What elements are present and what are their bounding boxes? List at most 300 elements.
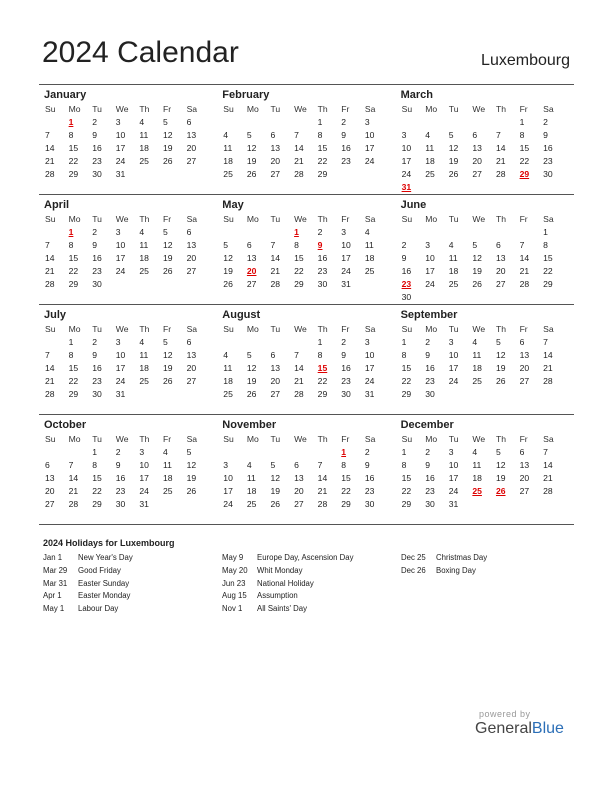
day-cell: 10 xyxy=(448,460,459,470)
holiday-date: Apr 1 xyxy=(43,591,62,601)
day-cell: 25 xyxy=(425,169,435,179)
day-cell: 1 xyxy=(543,227,548,237)
day-cell: 2 xyxy=(317,227,323,237)
day-cell: 20 xyxy=(270,376,281,386)
day-cell: 22 xyxy=(519,156,530,166)
day-cell: 3 xyxy=(115,337,121,347)
day-cell: 14 xyxy=(68,473,79,483)
day-cell: 17 xyxy=(115,363,126,373)
day-cell: 10 xyxy=(115,350,126,360)
month-name: October xyxy=(44,419,87,431)
day-cell: 10 xyxy=(364,130,375,140)
day-cell: 16 xyxy=(92,143,102,153)
holiday-entry xyxy=(43,552,133,565)
day-cell: 7 xyxy=(317,460,323,470)
day-cell: 12 xyxy=(495,460,506,470)
day-cell: 20 xyxy=(270,156,281,166)
day-cell: 4 xyxy=(472,447,478,457)
day-cell: 16 xyxy=(115,473,126,483)
holiday-date: May 9 xyxy=(222,553,244,562)
holiday-entry xyxy=(43,603,133,616)
weekday-header: Fr xyxy=(519,104,528,114)
weekday-header: We xyxy=(294,324,307,334)
day-cell: 18 xyxy=(139,143,149,153)
day-cell: 19 xyxy=(495,363,506,373)
day-cell: 13 xyxy=(495,253,506,263)
day-cell: 1 xyxy=(401,447,407,457)
empty-cell xyxy=(468,226,492,239)
day-cell: 14 xyxy=(45,363,55,373)
day-cell: 29 xyxy=(294,279,304,289)
day-cell: 30 xyxy=(543,169,553,179)
empty-cell xyxy=(41,116,65,129)
day-cell: 12 xyxy=(186,460,197,470)
day-cell: 22 xyxy=(317,156,328,166)
day-cell: 12 xyxy=(270,473,281,483)
day-cell: 2 xyxy=(425,337,430,347)
day-cell: 13 xyxy=(45,473,55,483)
day-cell: 26 xyxy=(186,486,197,496)
day-cell: 24 xyxy=(448,486,459,496)
weekday-header: Fr xyxy=(162,214,172,224)
day-cell: 5 xyxy=(448,130,454,140)
day-cell: 17 xyxy=(448,363,459,373)
day-cell: 3 xyxy=(364,337,370,347)
holidays-title: 2024 Holidays for Luxembourg xyxy=(43,538,175,548)
day-cell: 26 xyxy=(472,279,482,289)
day-cell: 2 xyxy=(341,117,347,127)
day-cell: 14 xyxy=(317,473,328,483)
day-cell: 16 xyxy=(425,363,435,373)
month-december xyxy=(396,415,574,524)
day-cell: 17 xyxy=(115,143,126,153)
holiday-day: 9 xyxy=(317,240,323,250)
day-cell: 19 xyxy=(246,376,257,386)
empty-cell xyxy=(290,446,314,459)
empty-cell xyxy=(243,116,267,129)
day-cell: 20 xyxy=(186,363,197,373)
holiday-date: Nov 1 xyxy=(222,604,243,614)
day-cell: 5 xyxy=(162,117,168,127)
day-cell: 11 xyxy=(472,350,482,360)
day-cell: 13 xyxy=(186,130,197,140)
holiday-day: 1 xyxy=(68,227,74,237)
day-cell: 21 xyxy=(543,363,553,373)
weekday-header: Tu xyxy=(448,104,459,114)
day-cell: 1 xyxy=(401,337,407,347)
day-cell: 23 xyxy=(341,376,351,386)
day-cell: 10 xyxy=(448,350,459,360)
day-cell: 12 xyxy=(495,350,506,360)
day-cell: 10 xyxy=(139,460,149,470)
weekday-header: Th xyxy=(139,434,150,444)
day-cell: 19 xyxy=(448,156,459,166)
day-grid xyxy=(398,433,574,511)
day-cell: 15 xyxy=(317,143,328,153)
day-cell: 9 xyxy=(543,130,548,140)
day-grid xyxy=(398,323,574,401)
day-cell: 13 xyxy=(270,143,281,153)
day-cell: 8 xyxy=(543,240,548,250)
weekday-header: Mo xyxy=(68,434,81,444)
day-cell: 25 xyxy=(364,266,375,276)
day-cell: 20 xyxy=(519,473,530,483)
holiday-entry xyxy=(401,552,487,565)
weekday-header: Fr xyxy=(519,214,528,224)
day-cell: 12 xyxy=(162,350,173,360)
day-cell: 14 xyxy=(519,253,530,263)
day-cell: 22 xyxy=(92,486,102,496)
day-cell: 28 xyxy=(294,169,304,179)
day-cell: 27 xyxy=(186,266,197,276)
holiday-entry xyxy=(43,590,133,603)
day-cell: 30 xyxy=(92,389,102,399)
day-cell: 6 xyxy=(519,447,525,457)
empty-cell xyxy=(41,336,65,349)
empty-cell xyxy=(314,446,338,459)
day-cell: 15 xyxy=(543,253,553,263)
weekday-header: Mo xyxy=(68,104,81,114)
day-cell: 4 xyxy=(223,350,229,360)
day-cell: 22 xyxy=(294,266,304,276)
day-cell: 7 xyxy=(45,130,50,140)
weekday-header: Th xyxy=(139,324,150,334)
day-cell: 26 xyxy=(162,266,173,276)
day-cell: 21 xyxy=(519,266,530,276)
day-cell: 3 xyxy=(448,447,454,457)
day-cell: 11 xyxy=(364,240,374,250)
day-cell: 6 xyxy=(186,337,192,347)
weekday-header: Su xyxy=(223,434,234,444)
weekday-header: Fr xyxy=(162,324,172,334)
empty-cell xyxy=(421,226,445,239)
day-cell: 26 xyxy=(162,156,173,166)
day-cell: 18 xyxy=(448,266,459,276)
holiday-name: Good Friday xyxy=(78,565,121,575)
weekday-header: Tu xyxy=(92,324,102,334)
day-cell: 15 xyxy=(92,473,102,483)
weekday-header: Fr xyxy=(341,214,350,224)
day-cell: 11 xyxy=(223,143,233,153)
day-cell: 22 xyxy=(68,266,79,276)
day-cell: 26 xyxy=(495,376,506,386)
empty-cell xyxy=(219,446,243,459)
month-february xyxy=(217,85,395,194)
holiday-name: Christmas Day xyxy=(436,553,488,562)
weekday-header: Th xyxy=(495,434,506,444)
day-cell: 3 xyxy=(448,337,454,347)
holiday-name: Boxing Day xyxy=(436,565,476,575)
day-cell: 10 xyxy=(223,473,233,483)
day-cell: 20 xyxy=(495,266,506,276)
weekday-header: Tu xyxy=(92,214,102,224)
day-grid xyxy=(41,213,217,291)
day-cell: 28 xyxy=(45,279,55,289)
day-cell: 29 xyxy=(68,389,79,399)
day-grid xyxy=(219,213,395,291)
empty-cell xyxy=(516,226,540,239)
day-cell: 29 xyxy=(401,389,412,399)
day-cell: 27 xyxy=(270,169,281,179)
day-cell: 25 xyxy=(162,486,173,496)
holiday-day: 1 xyxy=(68,117,74,127)
holiday-name: Europe Day, Ascension Day xyxy=(257,553,354,562)
day-cell: 1 xyxy=(317,117,323,127)
brand-blue: Blue xyxy=(531,720,564,737)
day-cell: 7 xyxy=(294,350,299,360)
day-cell: 2 xyxy=(543,117,548,127)
day-cell: 29 xyxy=(68,169,79,179)
day-cell: 14 xyxy=(543,460,553,470)
day-cell: 17 xyxy=(448,473,459,483)
weekday-header: We xyxy=(115,434,129,444)
holiday-date: Dec 26 xyxy=(401,565,426,575)
empty-cell xyxy=(468,116,492,129)
weekday-header: Mo xyxy=(425,324,438,334)
day-cell: 9 xyxy=(425,460,430,470)
day-cell: 5 xyxy=(186,447,192,457)
day-cell: 29 xyxy=(341,499,351,509)
day-cell: 17 xyxy=(425,266,435,276)
day-cell: 16 xyxy=(317,253,328,263)
weekday-header: Sa xyxy=(186,324,198,334)
day-cell: 4 xyxy=(223,130,229,140)
day-cell: 30 xyxy=(317,279,328,289)
day-cell: 31 xyxy=(115,169,126,179)
day-cell: 21 xyxy=(317,486,328,496)
day-cell: 24 xyxy=(364,376,375,386)
month-name: April xyxy=(44,199,70,211)
weekday-header: Sa xyxy=(543,434,554,444)
weekday-header: Mo xyxy=(246,214,259,224)
day-cell: 8 xyxy=(68,240,74,250)
holiday-name: Easter Sunday xyxy=(78,578,130,588)
weekday-header: Su xyxy=(223,324,234,334)
day-cell: 24 xyxy=(448,376,459,386)
day-cell: 16 xyxy=(92,253,102,263)
day-cell: 31 xyxy=(139,499,149,509)
powered-by-text: powered by xyxy=(479,709,531,719)
day-cell: 19 xyxy=(270,486,281,496)
day-cell: 30 xyxy=(401,292,412,302)
day-cell: 11 xyxy=(246,473,256,483)
day-cell: 6 xyxy=(270,350,276,360)
weekday-header: Th xyxy=(495,324,506,334)
weekday-header: Th xyxy=(495,104,506,114)
day-cell: 11 xyxy=(162,460,172,470)
day-cell: 24 xyxy=(223,499,233,509)
day-cell: 13 xyxy=(186,350,197,360)
day-cell: 27 xyxy=(519,376,530,386)
day-cell: 2 xyxy=(92,227,97,237)
holiday-column xyxy=(43,552,133,616)
day-cell: 8 xyxy=(68,130,74,140)
day-cell: 24 xyxy=(115,376,126,386)
day-cell: 1 xyxy=(519,117,525,127)
day-cell: 26 xyxy=(223,279,233,289)
day-cell: 16 xyxy=(543,143,553,153)
day-cell: 10 xyxy=(425,253,435,263)
weekday-header: Su xyxy=(45,434,56,444)
empty-cell xyxy=(41,226,65,239)
weekday-header: Sa xyxy=(364,324,376,334)
day-cell: 18 xyxy=(472,363,482,373)
day-cell: 9 xyxy=(425,350,430,360)
weekday-header: Tu xyxy=(270,214,281,224)
day-cell: 6 xyxy=(294,460,299,470)
holiday-entry xyxy=(222,590,354,603)
day-cell: 13 xyxy=(294,473,304,483)
day-cell: 19 xyxy=(186,473,197,483)
weekday-header: Mo xyxy=(246,104,259,114)
grid-bottom-divider xyxy=(39,524,574,525)
day-cell: 9 xyxy=(341,350,347,360)
day-cell: 10 xyxy=(364,350,375,360)
holiday-date: May 1 xyxy=(43,604,65,614)
day-cell: 28 xyxy=(68,499,79,509)
day-cell: 24 xyxy=(115,156,126,166)
weekday-header: We xyxy=(472,434,486,444)
day-cell: 2 xyxy=(115,447,121,457)
day-cell: 25 xyxy=(472,376,482,386)
day-cell: 3 xyxy=(139,447,145,457)
holiday-column xyxy=(401,552,487,578)
day-grid xyxy=(41,103,217,181)
day-cell: 31 xyxy=(341,279,351,289)
day-cell: 15 xyxy=(294,253,304,263)
holiday-date: Aug 15 xyxy=(222,591,247,601)
weekday-header: We xyxy=(472,104,486,114)
weekday-header: Mo xyxy=(246,434,259,444)
month-name: August xyxy=(222,309,261,321)
holiday-name: National Holiday xyxy=(257,578,314,588)
day-cell: 4 xyxy=(139,227,145,237)
day-cell: 16 xyxy=(92,363,102,373)
day-cell: 17 xyxy=(115,253,126,263)
month-november xyxy=(217,415,395,524)
holiday-name: Whit Monday xyxy=(257,565,303,575)
day-cell: 3 xyxy=(425,240,430,250)
day-cell: 28 xyxy=(317,499,328,509)
day-cell: 28 xyxy=(270,279,281,289)
day-cell: 24 xyxy=(364,156,375,166)
day-cell: 6 xyxy=(186,227,192,237)
day-cell: 6 xyxy=(246,240,252,250)
day-cell: 25 xyxy=(139,266,149,276)
weekday-header: Su xyxy=(45,104,56,114)
empty-cell xyxy=(65,446,89,459)
empty-cell xyxy=(266,446,290,459)
day-cell: 3 xyxy=(223,460,229,470)
brand-logo[interactable] xyxy=(475,720,564,738)
weekday-header: Tu xyxy=(270,104,281,114)
empty-cell xyxy=(219,336,243,349)
day-cell: 6 xyxy=(270,130,276,140)
day-cell: 17 xyxy=(223,486,233,496)
empty-cell xyxy=(243,226,267,239)
page-title: 2024 Calendar xyxy=(42,36,239,69)
day-cell: 12 xyxy=(246,363,257,373)
weekday-header: Sa xyxy=(186,434,198,444)
holiday-day: 1 xyxy=(294,227,299,237)
month-name: November xyxy=(222,419,277,431)
weekday-header: We xyxy=(294,214,307,224)
day-cell: 17 xyxy=(364,143,375,153)
weekday-header: Sa xyxy=(364,434,376,444)
day-cell: 21 xyxy=(294,156,304,166)
weekday-header: Th xyxy=(317,324,328,334)
day-cell: 8 xyxy=(401,350,407,360)
weekday-header: Tu xyxy=(92,104,102,114)
day-cell: 7 xyxy=(543,447,548,457)
day-cell: 4 xyxy=(472,337,478,347)
weekday-header: Mo xyxy=(68,324,81,334)
brand-general: General xyxy=(475,720,532,737)
day-cell: 26 xyxy=(448,169,459,179)
day-cell: 17 xyxy=(364,363,375,373)
day-cell: 3 xyxy=(341,227,347,237)
day-cell: 29 xyxy=(317,389,328,399)
weekday-header: Th xyxy=(317,434,328,444)
day-cell: 14 xyxy=(294,363,304,373)
day-cell: 4 xyxy=(139,117,145,127)
day-cell: 22 xyxy=(68,376,79,386)
day-cell: 5 xyxy=(472,240,478,250)
day-cell: 20 xyxy=(472,156,482,166)
weekday-header: Tu xyxy=(448,324,459,334)
day-cell: 27 xyxy=(495,279,506,289)
day-cell: 10 xyxy=(115,130,126,140)
day-cell: 18 xyxy=(139,363,149,373)
day-cell: 19 xyxy=(495,473,506,483)
day-cell: 26 xyxy=(246,169,257,179)
day-cell: 22 xyxy=(317,376,328,386)
empty-cell xyxy=(421,116,445,129)
day-grid xyxy=(219,103,395,181)
holiday-day: 29 xyxy=(519,169,530,179)
day-cell: 25 xyxy=(139,156,149,166)
day-cell: 23 xyxy=(425,376,435,386)
day-cell: 6 xyxy=(519,337,525,347)
day-cell: 21 xyxy=(45,376,55,386)
weekday-header: Sa xyxy=(543,214,554,224)
day-cell: 7 xyxy=(68,460,74,470)
month-name: May xyxy=(222,199,244,211)
day-cell: 30 xyxy=(92,169,102,179)
month-name: December xyxy=(400,419,454,431)
day-grid xyxy=(41,323,217,401)
month-march xyxy=(396,85,574,194)
day-cell: 13 xyxy=(186,240,197,250)
holiday-name: Labour Day xyxy=(78,604,119,614)
weekday-header: Fr xyxy=(341,324,350,334)
day-cell: 8 xyxy=(317,350,323,360)
weekday-header: Mo xyxy=(246,324,259,334)
holiday-day: 25 xyxy=(472,486,482,496)
day-cell: 23 xyxy=(543,156,553,166)
day-cell: 28 xyxy=(519,279,530,289)
holiday-day: 1 xyxy=(341,447,347,457)
day-cell: 5 xyxy=(162,337,168,347)
day-cell: 8 xyxy=(92,460,97,470)
day-cell: 17 xyxy=(139,473,149,483)
day-cell: 14 xyxy=(294,143,304,153)
holiday-name: All Saints' Day xyxy=(257,604,308,614)
calendar-grid xyxy=(39,84,574,525)
day-cell: 5 xyxy=(162,227,168,237)
weekday-header: Tu xyxy=(270,324,281,334)
empty-cell xyxy=(445,226,469,239)
